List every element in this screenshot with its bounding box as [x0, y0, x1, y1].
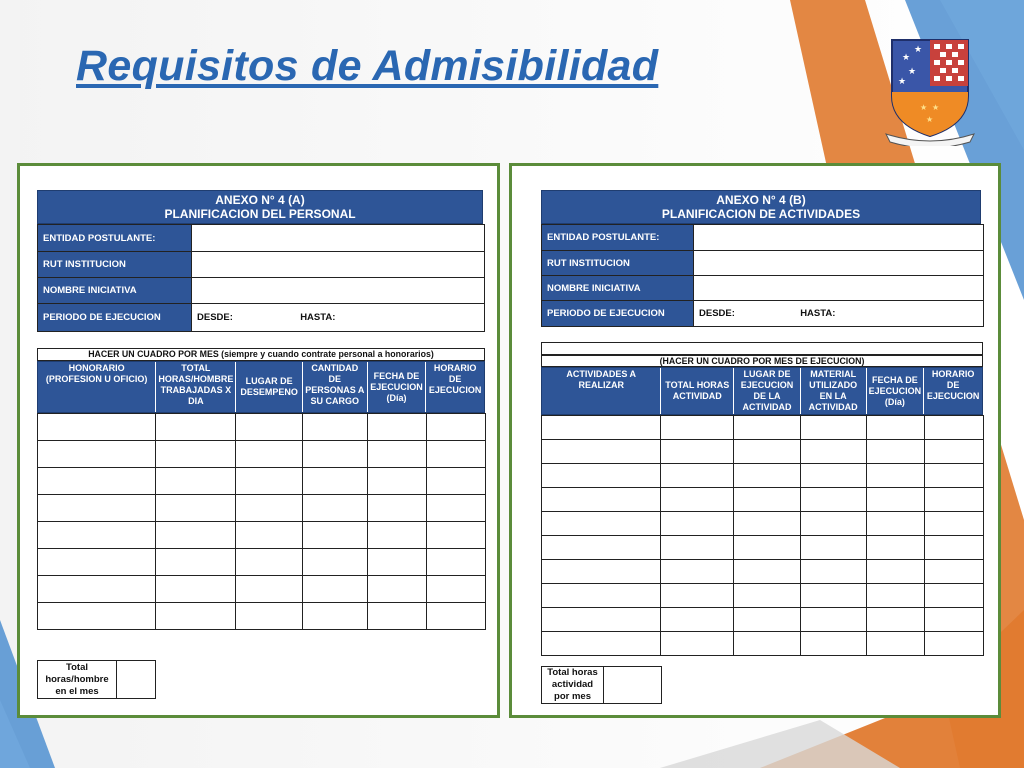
grid-cell[interactable]: [156, 576, 236, 603]
grid-cell[interactable]: [303, 576, 368, 603]
grid-row: [542, 440, 984, 464]
grid-cell[interactable]: [801, 536, 867, 560]
grid-cell[interactable]: [925, 560, 984, 584]
grid-cell[interactable]: [867, 488, 925, 512]
form-a-grid-body: [38, 414, 486, 630]
grid-cell[interactable]: [38, 495, 156, 522]
grid-cell[interactable]: [368, 495, 427, 522]
grid-cell[interactable]: [734, 632, 801, 656]
svg-text:★: ★: [932, 103, 940, 112]
grid-cell[interactable]: [38, 522, 156, 549]
grid-cell[interactable]: [734, 488, 801, 512]
form-a-field-nombre[interactable]: [192, 278, 485, 304]
grid-cell[interactable]: [542, 464, 661, 488]
grid-cell[interactable]: [542, 560, 661, 584]
grid-cell[interactable]: [734, 512, 801, 536]
form-b-field-nombre[interactable]: [694, 276, 984, 301]
form-b-spacer-row: [541, 342, 983, 355]
grid-cell[interactable]: [734, 560, 801, 584]
grid-cell[interactable]: [303, 468, 368, 495]
grid-cell[interactable]: [867, 632, 925, 656]
grid-cell[interactable]: [542, 632, 661, 656]
grid-cell[interactable]: [38, 468, 156, 495]
grid-cell[interactable]: [801, 632, 867, 656]
grid-cell[interactable]: [925, 632, 984, 656]
form-b-label-nombre: NOMBRE INICIATIVA: [542, 276, 694, 301]
grid-cell[interactable]: [542, 416, 661, 440]
grid-row: [542, 512, 984, 536]
grid-cell[interactable]: [542, 488, 661, 512]
grid-cell[interactable]: [156, 603, 236, 630]
grid-cell[interactable]: [925, 416, 984, 440]
grid-cell[interactable]: [156, 414, 236, 441]
form-a-data-grid: [37, 413, 486, 630]
grid-cell[interactable]: [925, 440, 984, 464]
grid-cell[interactable]: [236, 576, 303, 603]
grid-cell[interactable]: [368, 414, 427, 441]
grid-cell[interactable]: [801, 512, 867, 536]
grid-cell[interactable]: [236, 549, 303, 576]
grid-row: [38, 495, 486, 522]
svg-text:★: ★: [908, 67, 917, 77]
grid-row: [38, 549, 486, 576]
grid-cell[interactable]: [156, 468, 236, 495]
form-b-title-header: [541, 190, 981, 224]
grid-cell[interactable]: [38, 549, 156, 576]
form-b-label-entidad: ENTIDAD POSTULANTE:: [542, 225, 694, 251]
grid-cell[interactable]: [38, 414, 156, 441]
form-a-total-label: Total horas/hombre en el mes: [38, 661, 117, 699]
grid-cell[interactable]: [542, 584, 661, 608]
form-a-field-entidad[interactable]: [192, 225, 485, 252]
grid-cell[interactable]: [661, 536, 734, 560]
form-a-total-box: [37, 660, 156, 699]
grid-cell[interactable]: [734, 416, 801, 440]
grid-row: [542, 488, 984, 512]
grid-row: [38, 441, 486, 468]
form-a-title-line2: PLANIFICACION DEL PERSONAL: [164, 207, 356, 221]
form-a-label-nombre: NOMBRE INICIATIVA: [38, 278, 192, 304]
grid-cell[interactable]: [427, 603, 486, 630]
grid-cell[interactable]: [801, 416, 867, 440]
svg-text:★: ★: [926, 115, 934, 124]
grid-cell[interactable]: [156, 549, 236, 576]
grid-row: [542, 632, 984, 656]
grid-cell[interactable]: [38, 441, 156, 468]
grid-row: [38, 603, 486, 630]
grid-cell[interactable]: [661, 512, 734, 536]
form-b-title-line2: PLANIFICACION DE ACTIVIDADES: [661, 207, 861, 221]
grid-cell[interactable]: [368, 549, 427, 576]
form-a-title-header: [37, 190, 483, 224]
grid-cell[interactable]: [542, 536, 661, 560]
form-a-desde-label: DESDE:: [197, 312, 233, 323]
form-b-title-line1: ANEXO N° 4 (B): [716, 193, 806, 207]
form-b-note: (HACER UN CUADRO POR MES DE EJECUCION): [541, 355, 983, 367]
grid-cell[interactable]: [661, 560, 734, 584]
form-b-col-horario: HORARIO DE EJECUCION: [923, 368, 982, 414]
form-b-col-total-horas: TOTAL HORAS ACTIVIDAD: [660, 368, 733, 414]
grid-cell[interactable]: [427, 549, 486, 576]
grid-cell[interactable]: [661, 584, 734, 608]
form-b-field-periodo[interactable]: [694, 301, 984, 327]
form-a-field-rut[interactable]: [192, 252, 485, 278]
grid-cell[interactable]: [38, 576, 156, 603]
grid-cell[interactable]: [368, 522, 427, 549]
grid-cell[interactable]: [156, 495, 236, 522]
svg-text:★: ★: [902, 53, 911, 63]
grid-cell[interactable]: [661, 464, 734, 488]
grid-cell[interactable]: [661, 416, 734, 440]
grid-cell[interactable]: [801, 488, 867, 512]
grid-cell[interactable]: [368, 603, 427, 630]
grid-cell[interactable]: [427, 522, 486, 549]
form-a-col-horario: HORARIO DE EJECUCION: [425, 362, 484, 412]
form-a-col-fecha: FECHA DE EJECUCION (Día): [367, 362, 426, 412]
form-panel-anexo-4b: [509, 163, 1001, 718]
form-a-hasta-label: HASTA:: [300, 312, 336, 323]
grid-cell[interactable]: [867, 608, 925, 632]
grid-cell[interactable]: [801, 608, 867, 632]
form-b-column-header: [541, 367, 983, 415]
grid-cell[interactable]: [236, 603, 303, 630]
grid-cell[interactable]: [303, 414, 368, 441]
grid-row: [38, 522, 486, 549]
form-b-desde-label: DESDE:: [699, 308, 735, 319]
grid-row: [542, 464, 984, 488]
grid-cell[interactable]: [542, 440, 661, 464]
form-a-info-table: [37, 224, 485, 332]
grid-cell[interactable]: [542, 512, 661, 536]
form-a-total-value[interactable]: [117, 661, 156, 699]
grid-cell[interactable]: [734, 608, 801, 632]
grid-cell[interactable]: [303, 549, 368, 576]
form-a-col-lugar: LUGAR DE DESEMPENO: [235, 362, 302, 412]
grid-cell[interactable]: [368, 468, 427, 495]
form-a-col-total-horas: TOTAL HORAS/HOMBRE TRABAJADAS X DIA: [155, 362, 235, 412]
grid-cell[interactable]: [867, 440, 925, 464]
grid-cell[interactable]: [236, 441, 303, 468]
grid-row: [542, 584, 984, 608]
form-b-label-rut: RUT INSTITUCION: [542, 251, 694, 276]
grid-row: [542, 560, 984, 584]
grid-cell[interactable]: [236, 495, 303, 522]
grid-row: [542, 608, 984, 632]
grid-cell[interactable]: [661, 440, 734, 464]
form-b-info-table: [541, 224, 984, 327]
grid-cell[interactable]: [925, 464, 984, 488]
form-b-col-material: MATERIAL UTILIZADO EN LA ACTIVIDAD: [800, 368, 866, 414]
grid-cell[interactable]: [236, 522, 303, 549]
grid-row: [38, 468, 486, 495]
grid-cell[interactable]: [867, 464, 925, 488]
form-b-total-value[interactable]: [604, 667, 662, 704]
grid-cell[interactable]: [661, 488, 734, 512]
grid-cell[interactable]: [661, 608, 734, 632]
grid-cell[interactable]: [734, 464, 801, 488]
grid-cell[interactable]: [925, 512, 984, 536]
grid-cell[interactable]: [303, 495, 368, 522]
grid-cell[interactable]: [156, 522, 236, 549]
grid-cell[interactable]: [542, 608, 661, 632]
grid-cell[interactable]: [38, 603, 156, 630]
grid-cell[interactable]: [236, 414, 303, 441]
form-b-total-box: [541, 666, 662, 704]
svg-text:★: ★: [898, 77, 907, 87]
grid-cell[interactable]: [867, 512, 925, 536]
form-a-label-rut: RUT INSTITUCION: [38, 252, 192, 278]
grid-cell[interactable]: [734, 440, 801, 464]
form-b-field-entidad[interactable]: [694, 225, 984, 251]
grid-cell[interactable]: [867, 416, 925, 440]
grid-cell[interactable]: [303, 603, 368, 630]
grid-cell[interactable]: [925, 488, 984, 512]
form-a-label-periodo: PERIODO DE EJECUCION: [38, 304, 192, 332]
form-a-col-cantidad: CANTIDAD DE PERSONAS A SU CARGO: [302, 362, 367, 412]
grid-cell[interactable]: [867, 560, 925, 584]
grid-cell[interactable]: [303, 522, 368, 549]
grid-row: [542, 416, 984, 440]
grid-cell[interactable]: [867, 584, 925, 608]
form-b-field-rut[interactable]: [694, 251, 984, 276]
svg-text:★: ★: [920, 103, 928, 112]
grid-cell[interactable]: [801, 464, 867, 488]
grid-cell[interactable]: [427, 576, 486, 603]
form-b-col-actividades: ACTIVIDADES A REALIZAR: [566, 369, 637, 390]
grid-cell[interactable]: [925, 584, 984, 608]
form-a-col-honorario: HONORARIO (PROFESION U OFICIO): [45, 363, 148, 384]
form-a-label-entidad: ENTIDAD POSTULANTE:: [38, 225, 192, 252]
coat-of-arms-icon: [884, 36, 976, 146]
form-b-col-lugar: LUGAR DE EJECUCION DE LA ACTIVIDAD: [733, 368, 800, 414]
grid-row: [38, 414, 486, 441]
grid-cell[interactable]: [303, 441, 368, 468]
form-b-grid-body: [542, 416, 984, 656]
grid-cell[interactable]: [867, 536, 925, 560]
grid-cell[interactable]: [925, 536, 984, 560]
form-panel-anexo-4a: [17, 163, 500, 718]
form-a-column-header: [37, 361, 485, 413]
form-a-note: HACER UN CUADRO POR MES (siempre y cuando contrate personal a honorarios): [37, 348, 485, 361]
form-b-data-grid: [541, 415, 984, 656]
form-b-total-label: Total horas actividad por mes: [542, 667, 604, 704]
grid-cell[interactable]: [236, 468, 303, 495]
grid-cell[interactable]: [368, 576, 427, 603]
grid-cell[interactable]: [427, 468, 486, 495]
form-a-title-line1: ANEXO N° 4 (A): [215, 193, 305, 207]
grid-cell[interactable]: [427, 414, 486, 441]
form-b-col-fecha: FECHA DE EJECUCION (Día): [866, 368, 924, 414]
grid-row: [38, 576, 486, 603]
form-b-label-periodo: PERIODO DE EJECUCION: [542, 301, 694, 327]
grid-cell[interactable]: [734, 536, 801, 560]
grid-cell[interactable]: [156, 441, 236, 468]
grid-cell[interactable]: [427, 441, 486, 468]
grid-cell[interactable]: [661, 632, 734, 656]
grid-cell[interactable]: [801, 584, 867, 608]
grid-cell[interactable]: [427, 495, 486, 522]
grid-cell[interactable]: [734, 584, 801, 608]
grid-row: [542, 536, 984, 560]
form-b-hasta-label: HASTA:: [800, 308, 836, 319]
grid-cell[interactable]: [801, 560, 867, 584]
grid-cell[interactable]: [925, 608, 984, 632]
form-a-field-periodo[interactable]: [192, 304, 485, 332]
grid-cell[interactable]: [368, 441, 427, 468]
slide-title: Requisitos de Admisibilidad: [76, 42, 659, 90]
grid-cell[interactable]: [801, 440, 867, 464]
svg-text:★: ★: [914, 45, 923, 55]
